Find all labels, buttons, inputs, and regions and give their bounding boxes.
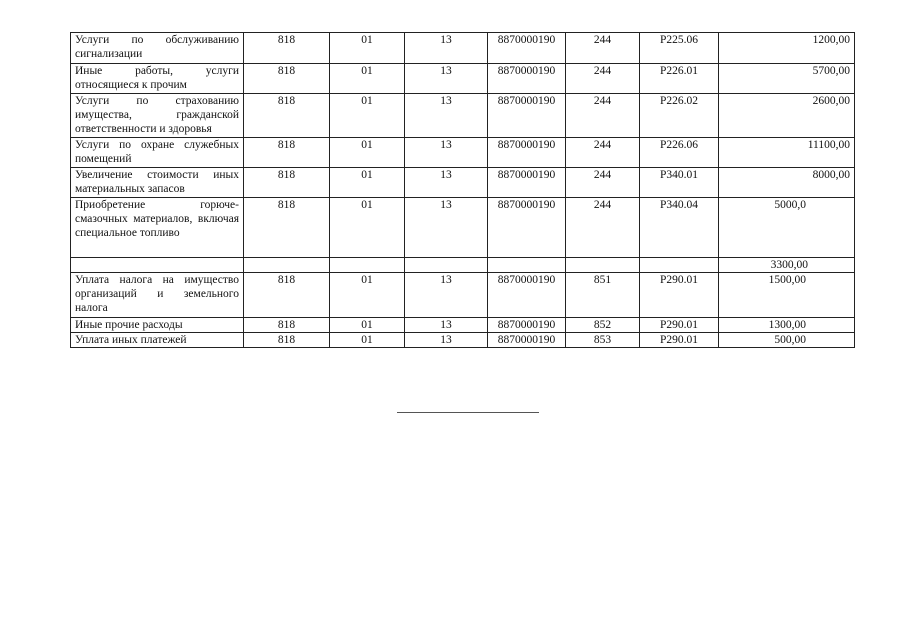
podrazdel-cell: 13 [405, 333, 488, 348]
amount-cell: 5000,0 [719, 198, 855, 258]
expense-name-cell: Приобретение горюче-смазочных материалов, включая специальное топливо [71, 198, 244, 258]
razdel-cell: 01 [330, 94, 405, 138]
glava-cell: 818 [244, 33, 330, 64]
vr-cell: 853 [566, 333, 640, 348]
expense-name-cell: Иные прочие расходы [71, 318, 244, 333]
glava-cell: 818 [244, 318, 330, 333]
amount-cell: 2600,00 [719, 94, 855, 138]
podrazdel-cell: 13 [405, 273, 488, 318]
kosgu-cell: P226.02 [640, 94, 719, 138]
table-row [71, 198, 855, 258]
podrazdel-cell: 13 [405, 94, 488, 138]
amount-cell: 5700,00 [719, 64, 855, 94]
csr-cell: 8870000190 [488, 273, 566, 318]
vr-cell: 244 [566, 168, 640, 198]
kosgu-cell [640, 258, 719, 273]
kosgu-cell: P226.01 [640, 64, 719, 94]
amount-cell: 8000,00 [719, 168, 855, 198]
razdel-cell: 01 [330, 198, 405, 258]
csr-cell: 8870000190 [488, 33, 566, 64]
glava-cell: 818 [244, 138, 330, 168]
expense-name-cell: Услуги по охране служебных помещений [71, 138, 244, 168]
razdel-cell: 01 [330, 168, 405, 198]
kosgu-cell: P226.06 [640, 138, 719, 168]
razdel-cell: 01 [330, 333, 405, 348]
expense-name-cell: Увеличение стоимости иных материальных запасов [71, 168, 244, 198]
expense-name-cell: Иные работы, услуги относящиеся к прочим [71, 64, 244, 94]
kosgu-cell: P290.01 [640, 273, 719, 318]
razdel-cell: 01 [330, 64, 405, 94]
razdel-cell: 01 [330, 273, 405, 318]
expense-name-cell: Услуги по обслуживанию сигнализации [71, 33, 244, 64]
csr-cell: 8870000190 [488, 318, 566, 333]
table-row [71, 168, 855, 198]
podrazdel-cell: 13 [405, 198, 488, 258]
table-row [71, 273, 855, 318]
podrazdel-cell: 13 [405, 168, 488, 198]
glava-cell: 818 [244, 198, 330, 258]
end-of-document-rule [397, 412, 539, 413]
expense-name-cell: Уплата иных платежей [71, 333, 244, 348]
csr-cell: 8870000190 [488, 94, 566, 138]
vr-cell: 244 [566, 138, 640, 168]
csr-cell: 8870000190 [488, 64, 566, 94]
glava-cell [244, 258, 330, 273]
vr-cell: 852 [566, 318, 640, 333]
expense-name-cell: Услуги по страхованию имущества, гражданской ответственности и здоровья [71, 94, 244, 138]
amount-cell: 1300,00 [719, 318, 855, 333]
csr-cell: 8870000190 [488, 198, 566, 258]
kosgu-cell: P340.01 [640, 168, 719, 198]
glava-cell: 818 [244, 333, 330, 348]
amount-cell: 500,00 [719, 333, 855, 348]
expense-name-cell [71, 258, 244, 273]
razdel-cell: 01 [330, 318, 405, 333]
kosgu-cell: P340.04 [640, 198, 719, 258]
podrazdel-cell: 13 [405, 33, 488, 64]
csr-cell: 8870000190 [488, 333, 566, 348]
table-row [71, 258, 855, 273]
razdel-cell: 01 [330, 138, 405, 168]
vr-cell: 244 [566, 64, 640, 94]
csr-cell: 8870000190 [488, 138, 566, 168]
kosgu-cell: P290.01 [640, 333, 719, 348]
podrazdel-cell: 13 [405, 64, 488, 94]
glava-cell: 818 [244, 273, 330, 318]
podrazdel-cell [405, 258, 488, 273]
glava-cell: 818 [244, 64, 330, 94]
table-row [71, 64, 855, 94]
vr-cell: 244 [566, 198, 640, 258]
kosgu-cell: P290.01 [640, 318, 719, 333]
glava-cell: 818 [244, 94, 330, 138]
table-row [71, 33, 855, 64]
vr-cell [566, 258, 640, 273]
vr-cell: 851 [566, 273, 640, 318]
amount-cell: 11100,00 [719, 138, 855, 168]
vr-cell: 244 [566, 33, 640, 64]
expense-name-cell: Уплата налога на имущество организаций и земельного налога [71, 273, 244, 318]
table-row [71, 94, 855, 138]
razdel-cell: 01 [330, 33, 405, 64]
csr-cell: 8870000190 [488, 168, 566, 198]
razdel-cell [330, 258, 405, 273]
glava-cell: 818 [244, 168, 330, 198]
csr-cell [488, 258, 566, 273]
table-row [71, 333, 855, 348]
podrazdel-cell: 13 [405, 138, 488, 168]
kosgu-cell: P225.06 [640, 33, 719, 64]
budget-table [70, 32, 855, 348]
table-row [71, 138, 855, 168]
podrazdel-cell: 13 [405, 318, 488, 333]
amount-cell: 1200,00 [719, 33, 855, 64]
vr-cell: 244 [566, 94, 640, 138]
table-row [71, 318, 855, 333]
amount-cell: 1500,00 [719, 273, 855, 318]
amount-cell: 3300,00 [719, 258, 855, 273]
